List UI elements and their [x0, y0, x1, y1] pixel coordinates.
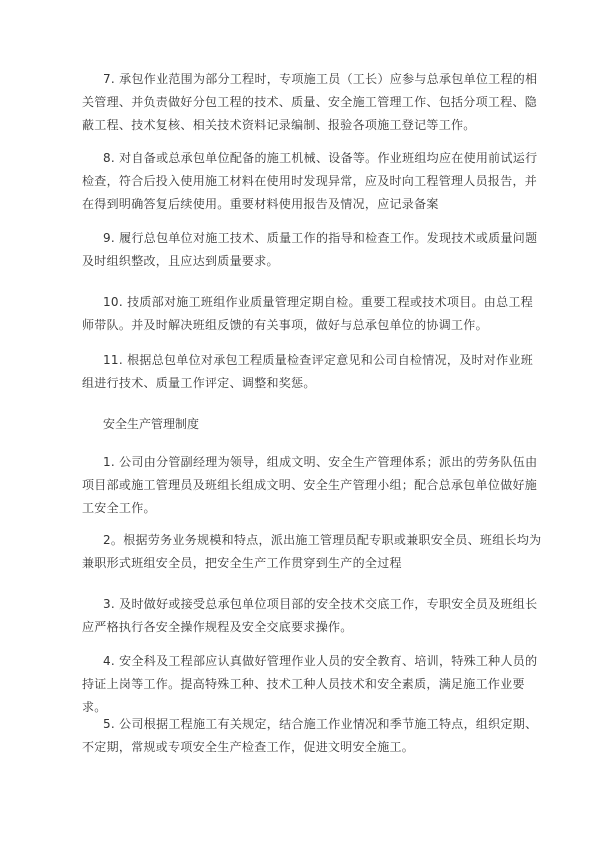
section-heading-safety: 安全生产管理制度	[103, 417, 200, 431]
paragraph-item-10: 10. 技质部对施工班组作业质量管理定期自检。重要工程或技术项目。由总工程师带队。并及时解决班组反馈的有关事项，做好与总承包单位的协调工作。	[82, 295, 534, 332]
paragraph-item-7: 7. 承包作业范围为部分工程时，专项施工员（工长）应参与总承包单位工程的相关管理、并负责做好分包工程的技术、质量、安全施工管理工作、包括分项工程、隐蔽工程、技术复核、相关技术资料记录编制、报验各项施工登记等工作。	[82, 72, 538, 132]
safety-item-4: 4. 安全科及工程部应认真做好管理作业人员的安全教育、培训，特殊工种人员的持证上岗等工作。提高特殊工种、技术工种人员技术和安全素质，满足施工作业要求。	[82, 654, 538, 714]
safety-item-1: 1. 公司由分管副经理为领导，组成文明、安全生产管理体系；派出的劳务队伍由项目部或施工管理员及班组长组成文明、安全生产管理小组；配合总承包单位做好施工安全工作。	[82, 455, 538, 515]
safety-item-2: 2。根据劳务业务规模和特点，派出施工管理员配专职或兼职安全员、班组长均为兼职形式班组安全员，把安全生产工作贯穿到生产的全过程	[82, 533, 542, 570]
paragraph-item-8: 8. 对自备或总承包单位配备的施工机械、设备等。作业班组均应在使用前试运行检查，符合后投入使用施工材料在使用时发现异常，应及时向工程管理人员报告，并在得到明确答复后续使用。重要材料使用报告及情况，应记录备案	[82, 151, 538, 211]
paragraph-item-9: 9. 履行总包单位对施工技术、质量工作的指导和检查工作。发现技术或质量问题及时组织整改，且应达到质量要求。	[82, 231, 538, 268]
safety-item-5: 5. 公司根据工程施工有关规定，结合施工作业情况和季节施工特点，组织定期、不定期，常规或专项安全生产检查工作，促进文明安全施工。	[82, 717, 538, 754]
paragraph-item-11: 11. 根据总包单位对承包工程质量检查评定意见和公司自检情况，及时对作业班组进行技术、质量工作评定、调整和奖惩。	[82, 353, 534, 390]
safety-item-3: 3. 及时做好或接受总承包单位项目部的安全技术交底工作，专职安全员及班组长应严格执行各安全操作规程及安全交底要求操作。	[82, 597, 538, 634]
